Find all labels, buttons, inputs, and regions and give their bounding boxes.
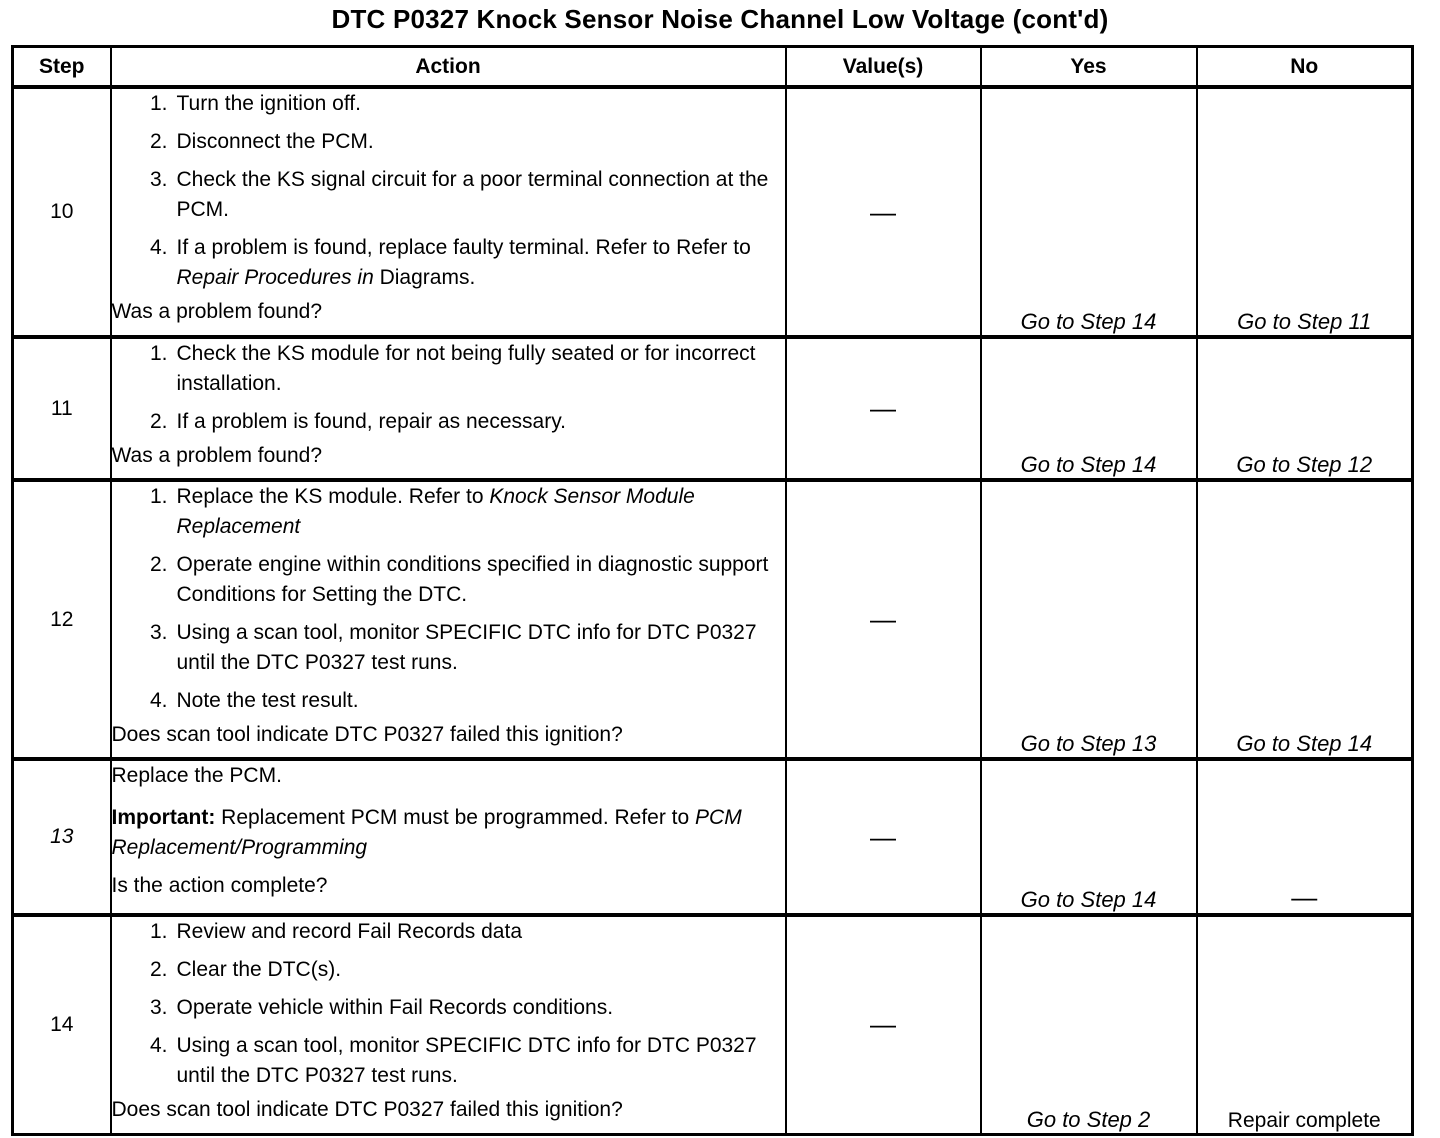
no-outcome: Go to Step 11: [1197, 87, 1413, 337]
yes-outcome: Go to Step 13: [981, 480, 1197, 759]
no-outcome: Repair complete: [1197, 915, 1413, 1134]
yes-outcome: Go to Step 2: [981, 915, 1197, 1134]
list-item: 1. Turn the ignition off.: [149, 92, 361, 115]
step-number: 13: [13, 759, 111, 915]
action-cell: [111, 337, 786, 480]
value-cell: —: [786, 915, 981, 1134]
list-item: 1. Review and record Fail Records data: [149, 920, 522, 943]
question-text: Was a problem found?: [111, 300, 323, 323]
header-no: No: [1197, 47, 1413, 88]
value-cell: —: [786, 87, 981, 337]
value-cell: —: [786, 480, 981, 759]
yes-outcome: Go to Step 14: [981, 337, 1197, 480]
reference-link-text: PCM Replacement/Programming: [111, 806, 742, 859]
list-item: 3. Operate vehicle within Fail Records conditions.: [149, 996, 614, 1019]
no-outcome: Go to Step 14: [1197, 480, 1413, 759]
list-item: 4. Note the test result.: [149, 689, 359, 712]
list-item: 2. Clear the DTC(s).: [149, 958, 342, 981]
important-note: Important: Replacement PCM must be programmed. Refer to PCM Replacement/Programming: [111, 806, 742, 859]
table-row-step-14: [13, 915, 1413, 1134]
step-number: 10: [13, 87, 111, 337]
list-item: 4. If a problem is found, replace faulty terminal. Refer to Refer to Repair Procedures in Diagrams.: [149, 236, 751, 289]
list-item: 2. Disconnect the PCM.: [149, 130, 374, 153]
instruction-text: Replace the PCM.: [111, 764, 282, 787]
step-number: 12: [13, 480, 111, 759]
question-text: Was a problem found?: [111, 444, 323, 467]
value-cell: —: [786, 337, 981, 480]
header-yes: Yes: [981, 47, 1197, 88]
header-values: Value(s): [786, 47, 981, 88]
no-outcome: Go to Step 12: [1197, 337, 1413, 480]
step-number: 14: [13, 915, 111, 1134]
list-item: 2. If a problem is found, repair as necessary.: [149, 410, 566, 433]
yes-outcome: Go to Step 14: [981, 87, 1197, 337]
reference-link-text: Repair Procedures in: [176, 266, 374, 289]
list-item: 1. Replace the KS module. Refer to Knock Sensor Module Replacement: [149, 485, 695, 538]
no-outcome: —: [1197, 759, 1413, 915]
table-row-step-11: [13, 337, 1413, 480]
action-cell: [111, 915, 786, 1134]
page-title: DTC P0327 Knock Sensor Noise Channel Low Voltage (cont'd): [331, 4, 1109, 34]
table-row-step-13: [13, 759, 1413, 915]
header-row: [13, 47, 1413, 88]
value-cell: —: [786, 759, 981, 915]
list-item: 3. Using a scan tool, monitor SPECIFIC DTC info for DTC P0327 until the DTC P0327 test runs.: [149, 621, 757, 674]
diagnostic-table: [11, 45, 1414, 1136]
list-item: 3. Check the KS signal circuit for a poor terminal connection at the PCM.: [149, 168, 769, 221]
header-step: Step: [13, 47, 111, 88]
question-text: Is the action complete?: [111, 874, 328, 897]
table-row-step-10: [13, 87, 1413, 337]
list-item: 1. Check the KS module for not being fully seated or for incorrect installation.: [149, 342, 756, 395]
question-text: Does scan tool indicate DTC P0327 failed this ignition?: [111, 1098, 623, 1121]
action-cell: [111, 87, 786, 337]
question-text: Does scan tool indicate DTC P0327 failed this ignition?: [111, 723, 623, 746]
step-number: 11: [13, 337, 111, 480]
list-item: 4. Using a scan tool, monitor SPECIFIC DTC info for DTC P0327 until the DTC P0327 test runs.: [149, 1034, 757, 1087]
action-cell: [111, 759, 786, 915]
table-row-step-12: [13, 480, 1413, 759]
action-cell: [111, 480, 786, 759]
yes-outcome: Go to Step 14: [981, 759, 1197, 915]
reference-link-text: Knock Sensor Module Replacement: [176, 485, 695, 538]
header-action: Action: [111, 47, 786, 88]
list-item: 2. Operate engine within conditions specified in diagnostic support Conditions for Setting the DTC.: [149, 553, 769, 606]
